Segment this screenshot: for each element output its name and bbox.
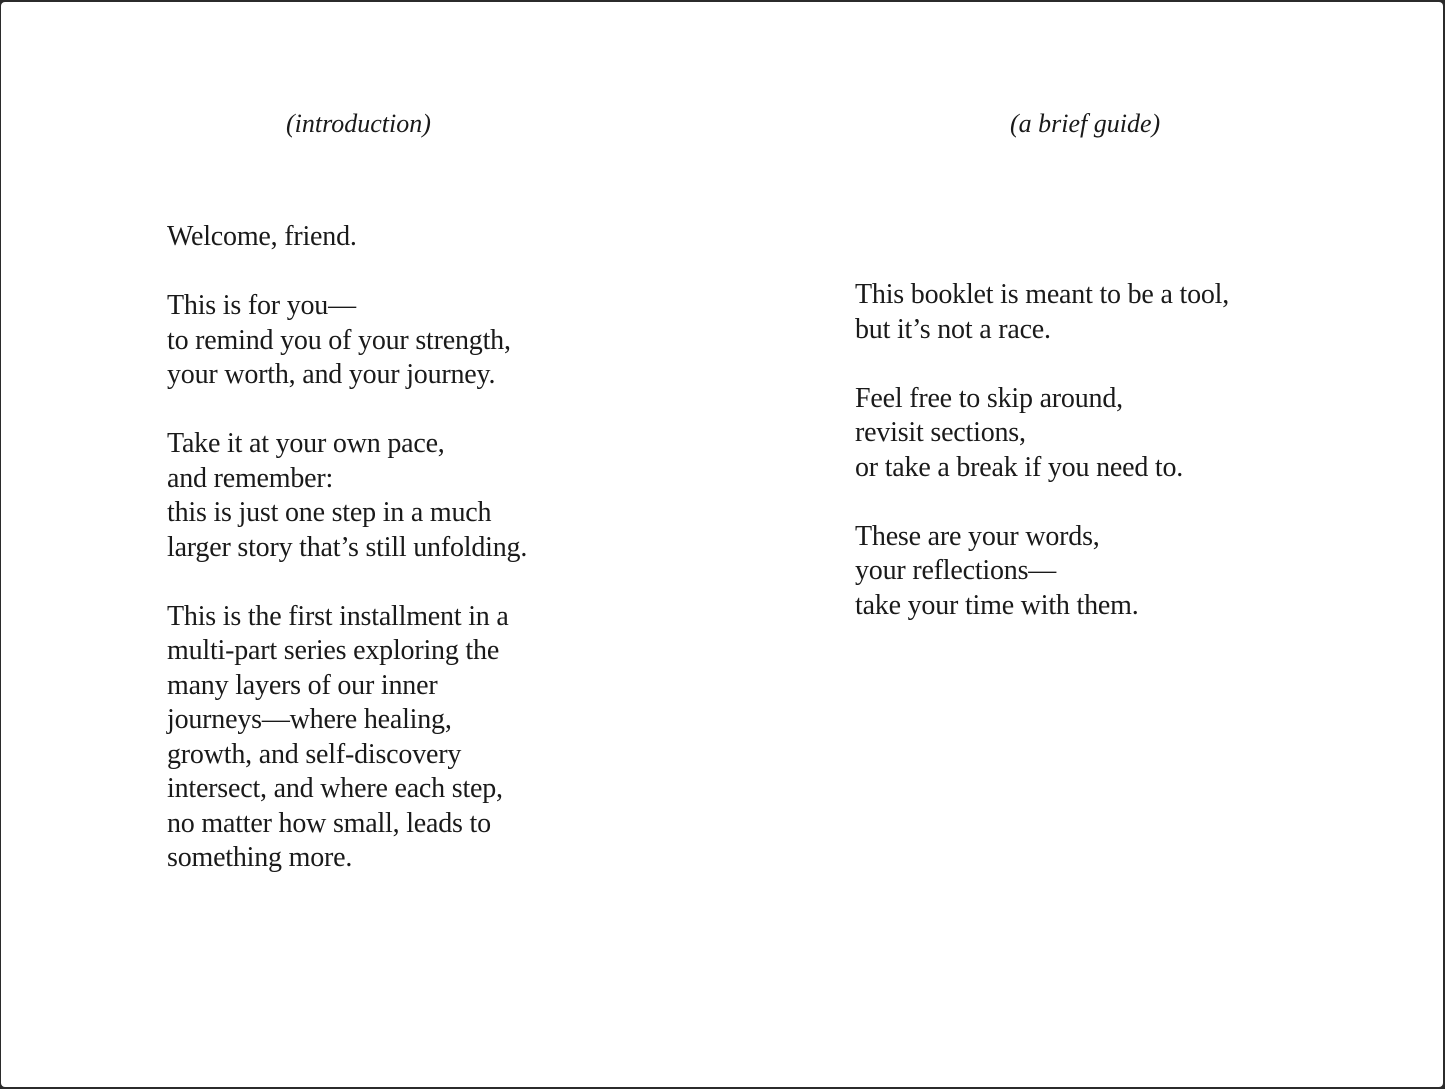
text-line: These are your words, [855, 520, 1100, 552]
stanza [855, 278, 1315, 347]
text-line: intersect, and where each step, [167, 773, 503, 804]
text-line: but it’s not a race. [855, 313, 1051, 345]
text-line: and remember: [167, 462, 334, 494]
text-line: This is the first installment in a [167, 600, 509, 632]
text-line: your worth, and your journey. [167, 359, 496, 390]
right-page-heading: (a brief guide) [1010, 109, 1161, 138]
stanza [855, 520, 1315, 624]
text-line: larger story that’s still unfolding. [167, 531, 528, 563]
right-page-body [855, 278, 1315, 658]
text-line: Feel free to skip around, [855, 382, 1123, 414]
stanza [167, 289, 627, 393]
text-line: This is for you— [167, 290, 356, 321]
text-line: something more. [167, 842, 353, 873]
text-line: this is just one step in a much [167, 497, 492, 528]
text-line: no matter how small, leads to [167, 807, 491, 839]
left-page-body [167, 220, 627, 910]
text-line: to remind you of your strength, [167, 324, 511, 356]
text-line: growth, and self-discovery [167, 738, 462, 770]
text-line: your reflections— [855, 555, 1057, 586]
stanza [167, 220, 627, 255]
text-line: multi-part series exploring the [167, 635, 500, 666]
stanza [167, 427, 627, 565]
text-line: Welcome, friend. [167, 221, 357, 252]
text-line: This booklet is meant to be a tool, [855, 279, 1230, 310]
stanza [855, 382, 1315, 486]
text-line: revisit sections, [855, 417, 1026, 448]
booklet-spread [1, 2, 1443, 1087]
text-line: many layers of our inner [167, 669, 438, 701]
text-line: take your time with them. [855, 589, 1139, 621]
left-page-heading: (introduction) [286, 109, 431, 138]
text-line: Take it at your own pace, [167, 428, 445, 459]
stanza [167, 600, 627, 876]
text-line: journeys—where healing, [167, 704, 452, 735]
text-line: or take a break if you need to. [855, 451, 1184, 483]
